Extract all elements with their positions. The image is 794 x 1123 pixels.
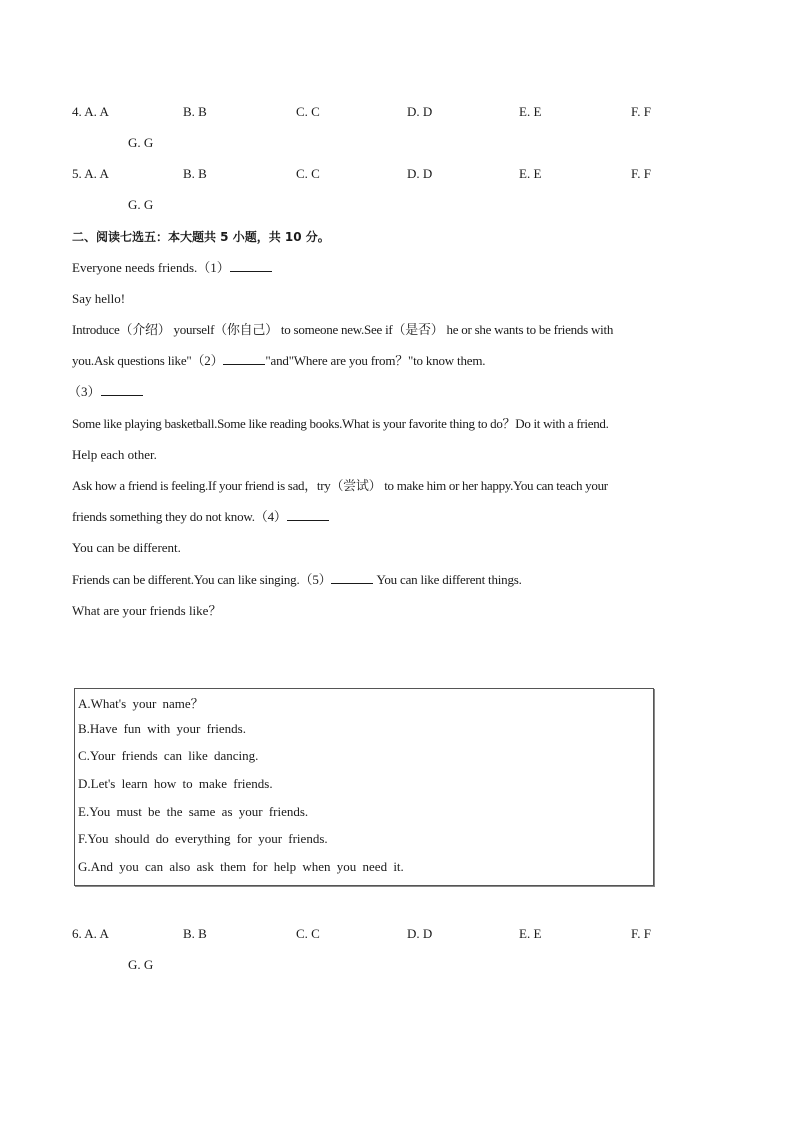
q6-option-g: G. G — [128, 957, 154, 972]
q5-option-e: E. E — [519, 166, 542, 181]
q5-option-f: F. F — [631, 166, 651, 181]
question-6-options — [72, 926, 672, 946]
choice-a: A.What's your name？ — [78, 696, 204, 711]
q4-option-d: D. D — [407, 104, 433, 119]
passage-text: "and"Where are you from？"to know them. — [265, 353, 486, 368]
choice-c: C.Your friends can like dancing. — [78, 748, 259, 763]
q5-option-c: C. C — [296, 166, 320, 181]
q4-option-f: F. F — [631, 104, 651, 119]
choice-d: D.Let's learn how to make friends. — [78, 776, 273, 791]
q6-option-a: 6. A. A — [72, 926, 109, 941]
passage-line-1 — [72, 258, 272, 278]
q4-option-c: C. C — [296, 104, 320, 119]
passage-line-4 — [72, 351, 485, 371]
q6-option-d: D. D — [407, 926, 433, 941]
answer-blank-5 — [331, 571, 373, 584]
choice-g: G.And you can also ask them for help when you need it. — [78, 859, 404, 874]
question-5-options — [72, 166, 672, 186]
question-4-options — [72, 104, 672, 124]
q5-option-a: 5. A. A — [72, 166, 109, 181]
q4-option-e: E. E — [519, 104, 542, 119]
passage-line-6: Some like playing basketball.Some like reading books.What is your favorite thing to do？Do it with a friend. — [72, 416, 609, 431]
passage-text: friends something they do not know.（4） — [72, 509, 287, 524]
answer-blank-2 — [223, 352, 265, 365]
passage-text: Friends can be different.You can like singing.（5） — [72, 572, 332, 587]
passage-line-11 — [72, 570, 522, 590]
passage-text: You can like different things. — [376, 572, 522, 587]
q6-option-c: C. C — [296, 926, 320, 941]
answer-blank-4 — [287, 508, 329, 521]
q6-option-b: B. B — [183, 926, 207, 941]
q5-option-g: G. G — [128, 197, 154, 212]
choice-b: B.Have fun with your friends. — [78, 721, 246, 736]
q6-option-f: F. F — [631, 926, 651, 941]
q6-option-e: E. E — [519, 926, 542, 941]
passage-line-10: You can be different. — [72, 540, 181, 555]
passage-text: Everyone needs friends.（1） — [72, 260, 230, 275]
section-title: 二、阅读七选五：本大题共 5 小题，共 10 分。 — [72, 230, 330, 244]
q4-option-b: B. B — [183, 104, 207, 119]
answer-blank-1 — [230, 259, 272, 272]
passage-text: you.Ask questions like"（2） — [72, 353, 224, 368]
q5-option-d: D. D — [407, 166, 433, 181]
passage-line-3: Introduce（介绍） yourself（你自己） to someone new.See if（是否） he or she wants to be friends with — [72, 322, 614, 337]
passage-line-2: Say hello! — [72, 291, 126, 306]
passage-line-12: What are your friends like？ — [72, 603, 222, 618]
passage-text: （3） — [68, 384, 101, 399]
passage-line-8: Ask how a friend is feeling.If your friend is sad，try（尝试） to make him or her happy.You can teach your — [72, 478, 608, 493]
answer-blank-3 — [101, 383, 143, 396]
choice-e: E.You must be the same as your friends. — [78, 804, 309, 819]
q4-option-g: G. G — [128, 135, 154, 150]
choice-f: F.You should do everything for your friends. — [78, 831, 328, 846]
passage-line-7: Help each other. — [72, 447, 157, 462]
q4-option-a: 4. A. A — [72, 104, 109, 119]
choices-box — [74, 688, 654, 886]
passage-line-5 — [68, 382, 143, 402]
passage-line-9 — [72, 507, 329, 527]
q5-option-b: B. B — [183, 166, 207, 181]
